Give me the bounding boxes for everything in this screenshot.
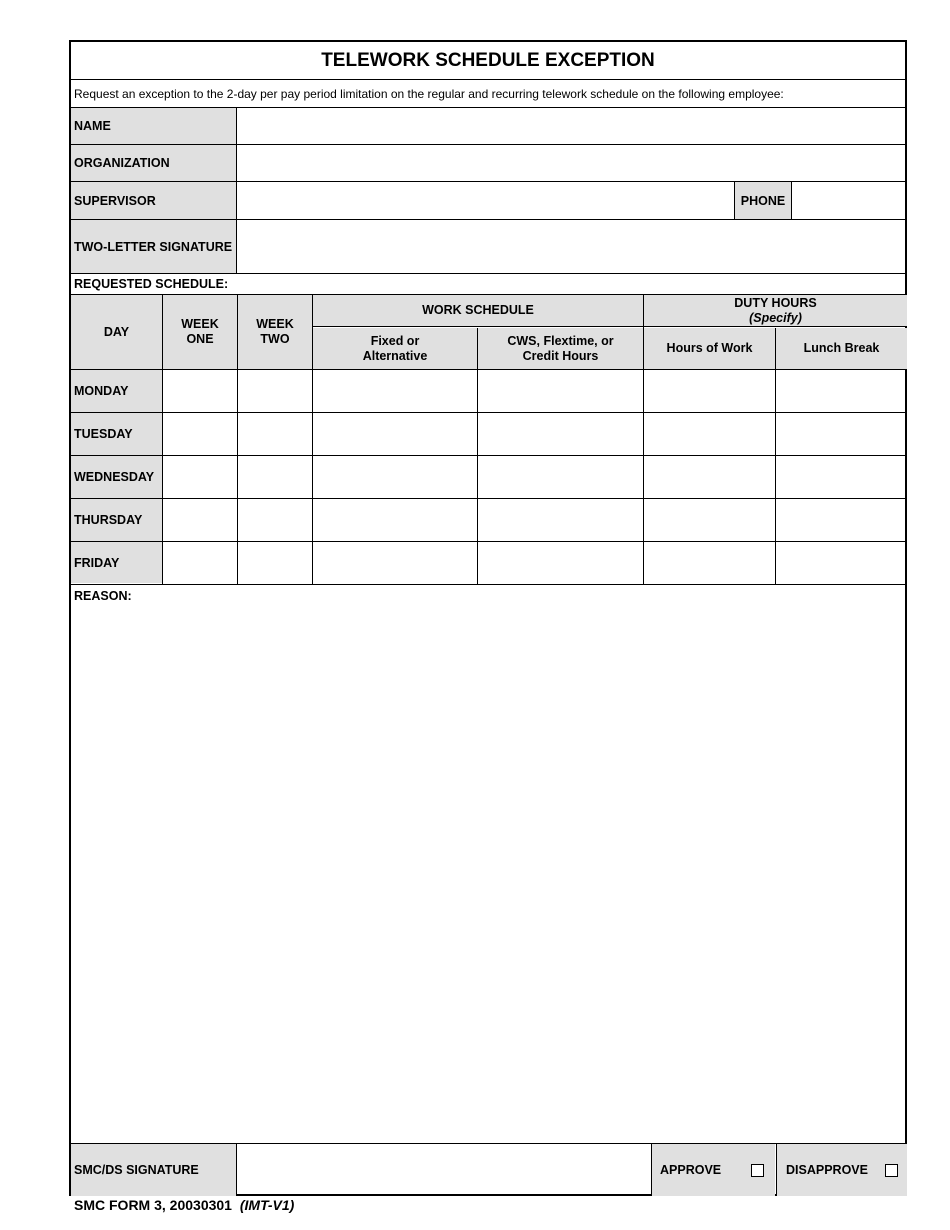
- week-two-line2: TWO: [260, 332, 290, 346]
- day-header: DAY: [71, 295, 162, 369]
- day-label-thursday: THURSDAY: [71, 499, 162, 541]
- form-footer: [74, 1197, 294, 1213]
- name-label: NAME: [71, 108, 237, 144]
- disapprove-label: DISAPPROVE: [776, 1144, 876, 1196]
- day-label-monday: MONDAY: [71, 370, 162, 412]
- supervisor-field[interactable]: [238, 182, 735, 219]
- name-field[interactable]: [238, 108, 905, 144]
- week-two-line1: WEEK: [256, 317, 294, 331]
- phone-label: PHONE: [734, 182, 792, 219]
- form-title: TELEWORK SCHEDULE EXCEPTION: [321, 49, 655, 71]
- smc-ds-signature-field[interactable]: [238, 1144, 651, 1196]
- requested-schedule-label: REQUESTED SCHEDULE:: [74, 277, 229, 291]
- disapprove-checkbox[interactable]: [885, 1164, 898, 1177]
- lunch-break-header: Lunch Break: [776, 328, 907, 369]
- telework-form: [69, 40, 907, 1196]
- approve-checkbox-cell: [739, 1144, 775, 1196]
- instructions-text: Request an exception to the 2-day per pay period limitation on the regular and recurring telework schedule on the following employee:: [74, 87, 784, 101]
- work-schedule-header: WORK SCHEDULE: [313, 295, 643, 326]
- hours-of-work-header: Hours of Work: [644, 328, 775, 369]
- cws-line1: CWS, Flextime, or: [507, 333, 614, 348]
- supervisor-label: SUPERVISOR: [71, 182, 237, 219]
- day-label-wednesday: WEDNESDAY: [71, 456, 162, 498]
- reason-field[interactable]: [71, 607, 905, 1142]
- duty-hours-header: [644, 295, 907, 326]
- disapprove-checkbox-cell: [876, 1144, 907, 1196]
- fixed-line1: Fixed or: [370, 333, 420, 348]
- week-one-line2: ONE: [186, 332, 214, 346]
- smc-ds-signature-label: SMC/DS SIGNATURE: [71, 1144, 237, 1196]
- reason-label: REASON:: [74, 589, 132, 603]
- duty-hours-title: DUTY HOURS: [734, 295, 817, 310]
- day-label-friday: FRIDAY: [71, 542, 162, 583]
- fixed-alternative-header: [313, 328, 477, 369]
- divider: [313, 326, 907, 327]
- two-letter-signature-field[interactable]: [238, 220, 905, 273]
- cws-header: [478, 328, 643, 369]
- day-label-tuesday: TUESDAY: [71, 413, 162, 455]
- divider: [71, 584, 905, 585]
- cws-line2: Credit Hours: [522, 348, 599, 363]
- phone-field[interactable]: [792, 182, 905, 219]
- form-version: (IMT-V1): [239, 1197, 295, 1213]
- week-two-header: [238, 295, 312, 369]
- schedule-entry-grid[interactable]: [163, 370, 907, 584]
- fixed-line2: Alternative: [362, 348, 428, 363]
- approve-checkbox[interactable]: [751, 1164, 764, 1177]
- signature-label: TWO-LETTER SIGNATURE: [71, 220, 237, 273]
- duty-hours-specify: (Specify): [749, 310, 802, 325]
- week-one-header: [163, 295, 237, 369]
- week-one-line1: WEEK: [181, 317, 219, 331]
- organization-label: ORGANIZATION: [71, 145, 237, 181]
- organization-field[interactable]: [238, 145, 905, 181]
- approve-label: APPROVE: [651, 1144, 739, 1196]
- form-id: SMC FORM 3, 20030301: [74, 1197, 232, 1213]
